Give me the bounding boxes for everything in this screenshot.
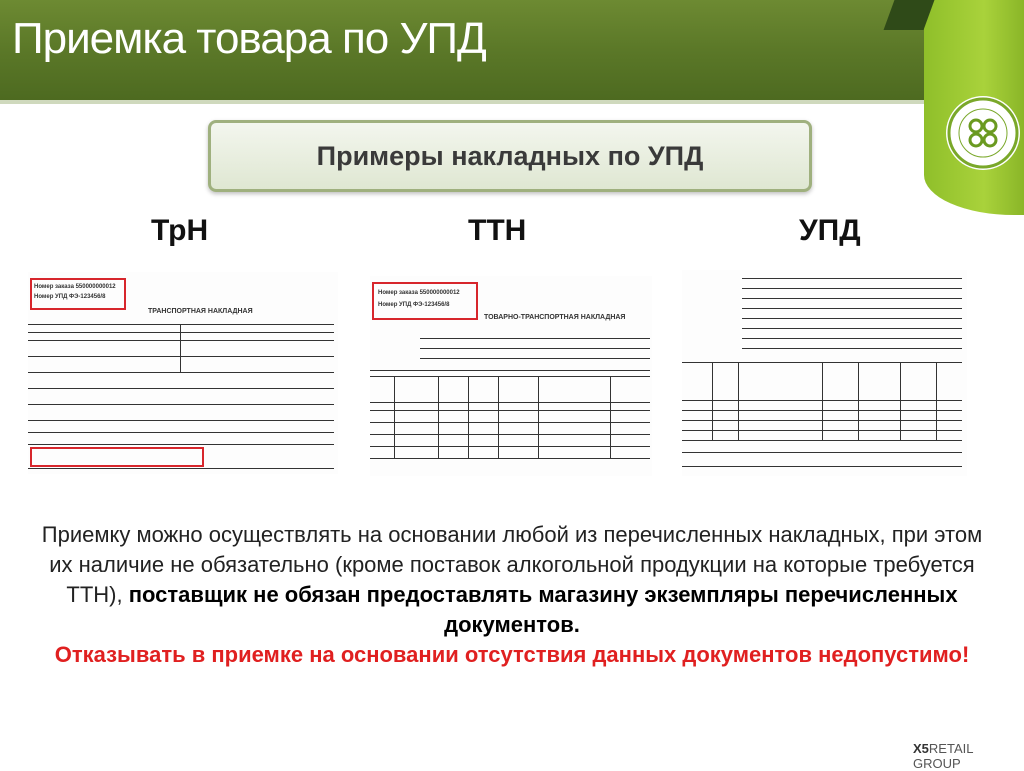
trn-order-box-bottom [30, 447, 204, 467]
body-text-warning: Отказывать в приемке на основании отсутствия данных документов недопустимо! [54, 642, 970, 667]
trn-order-number: Номер заказа 550000000012 [34, 284, 116, 290]
upd-document-image [682, 270, 967, 476]
body-text: Приемку можно осуществлять на основании любой из перечисленных накладных, при этом их наличие не обязательно (кроме поставок алкогольной продукции на которые требуется ТТН), [41, 522, 983, 607]
label-ttn: ТТН [468, 214, 527, 247]
trn-upd-number: Номер УПД ФЭ-123456/8 [34, 294, 106, 300]
header-divider [0, 100, 1024, 104]
subtitle: Примеры накладных по УПД [316, 141, 704, 171]
body-text-bold: поставщик не обязан предоставлять магазину экземпляры перечисленных документов. [128, 582, 958, 637]
ttn-document-image [370, 276, 652, 476]
ttn-caption: ТОВАРНО-ТРАНСПОРТНАЯ НАКЛАДНАЯ [484, 314, 626, 321]
label-trn: ТрН [151, 214, 209, 247]
ttn-upd-number: Номер УПД ФЭ-123456/8 [378, 302, 450, 308]
header-bar [0, 0, 1024, 100]
ttn-order-box [372, 282, 478, 320]
trn-document-image [28, 272, 338, 474]
subtitle-box [208, 120, 812, 192]
page-title: Приемка товара по УПД [12, 14, 486, 63]
body-paragraph [40, 520, 984, 670]
x5-logo-mark: X5 [913, 741, 929, 756]
x5-logo-text: RETAIL GROUP [913, 741, 973, 771]
perekrestok-logo-icon [946, 96, 1020, 170]
label-upd: УПД [799, 214, 861, 247]
ttn-order-number: Номер заказа 550000000012 [378, 290, 460, 296]
trn-caption: ТРАНСПОРТНАЯ НАКЛАДНАЯ [148, 308, 253, 315]
